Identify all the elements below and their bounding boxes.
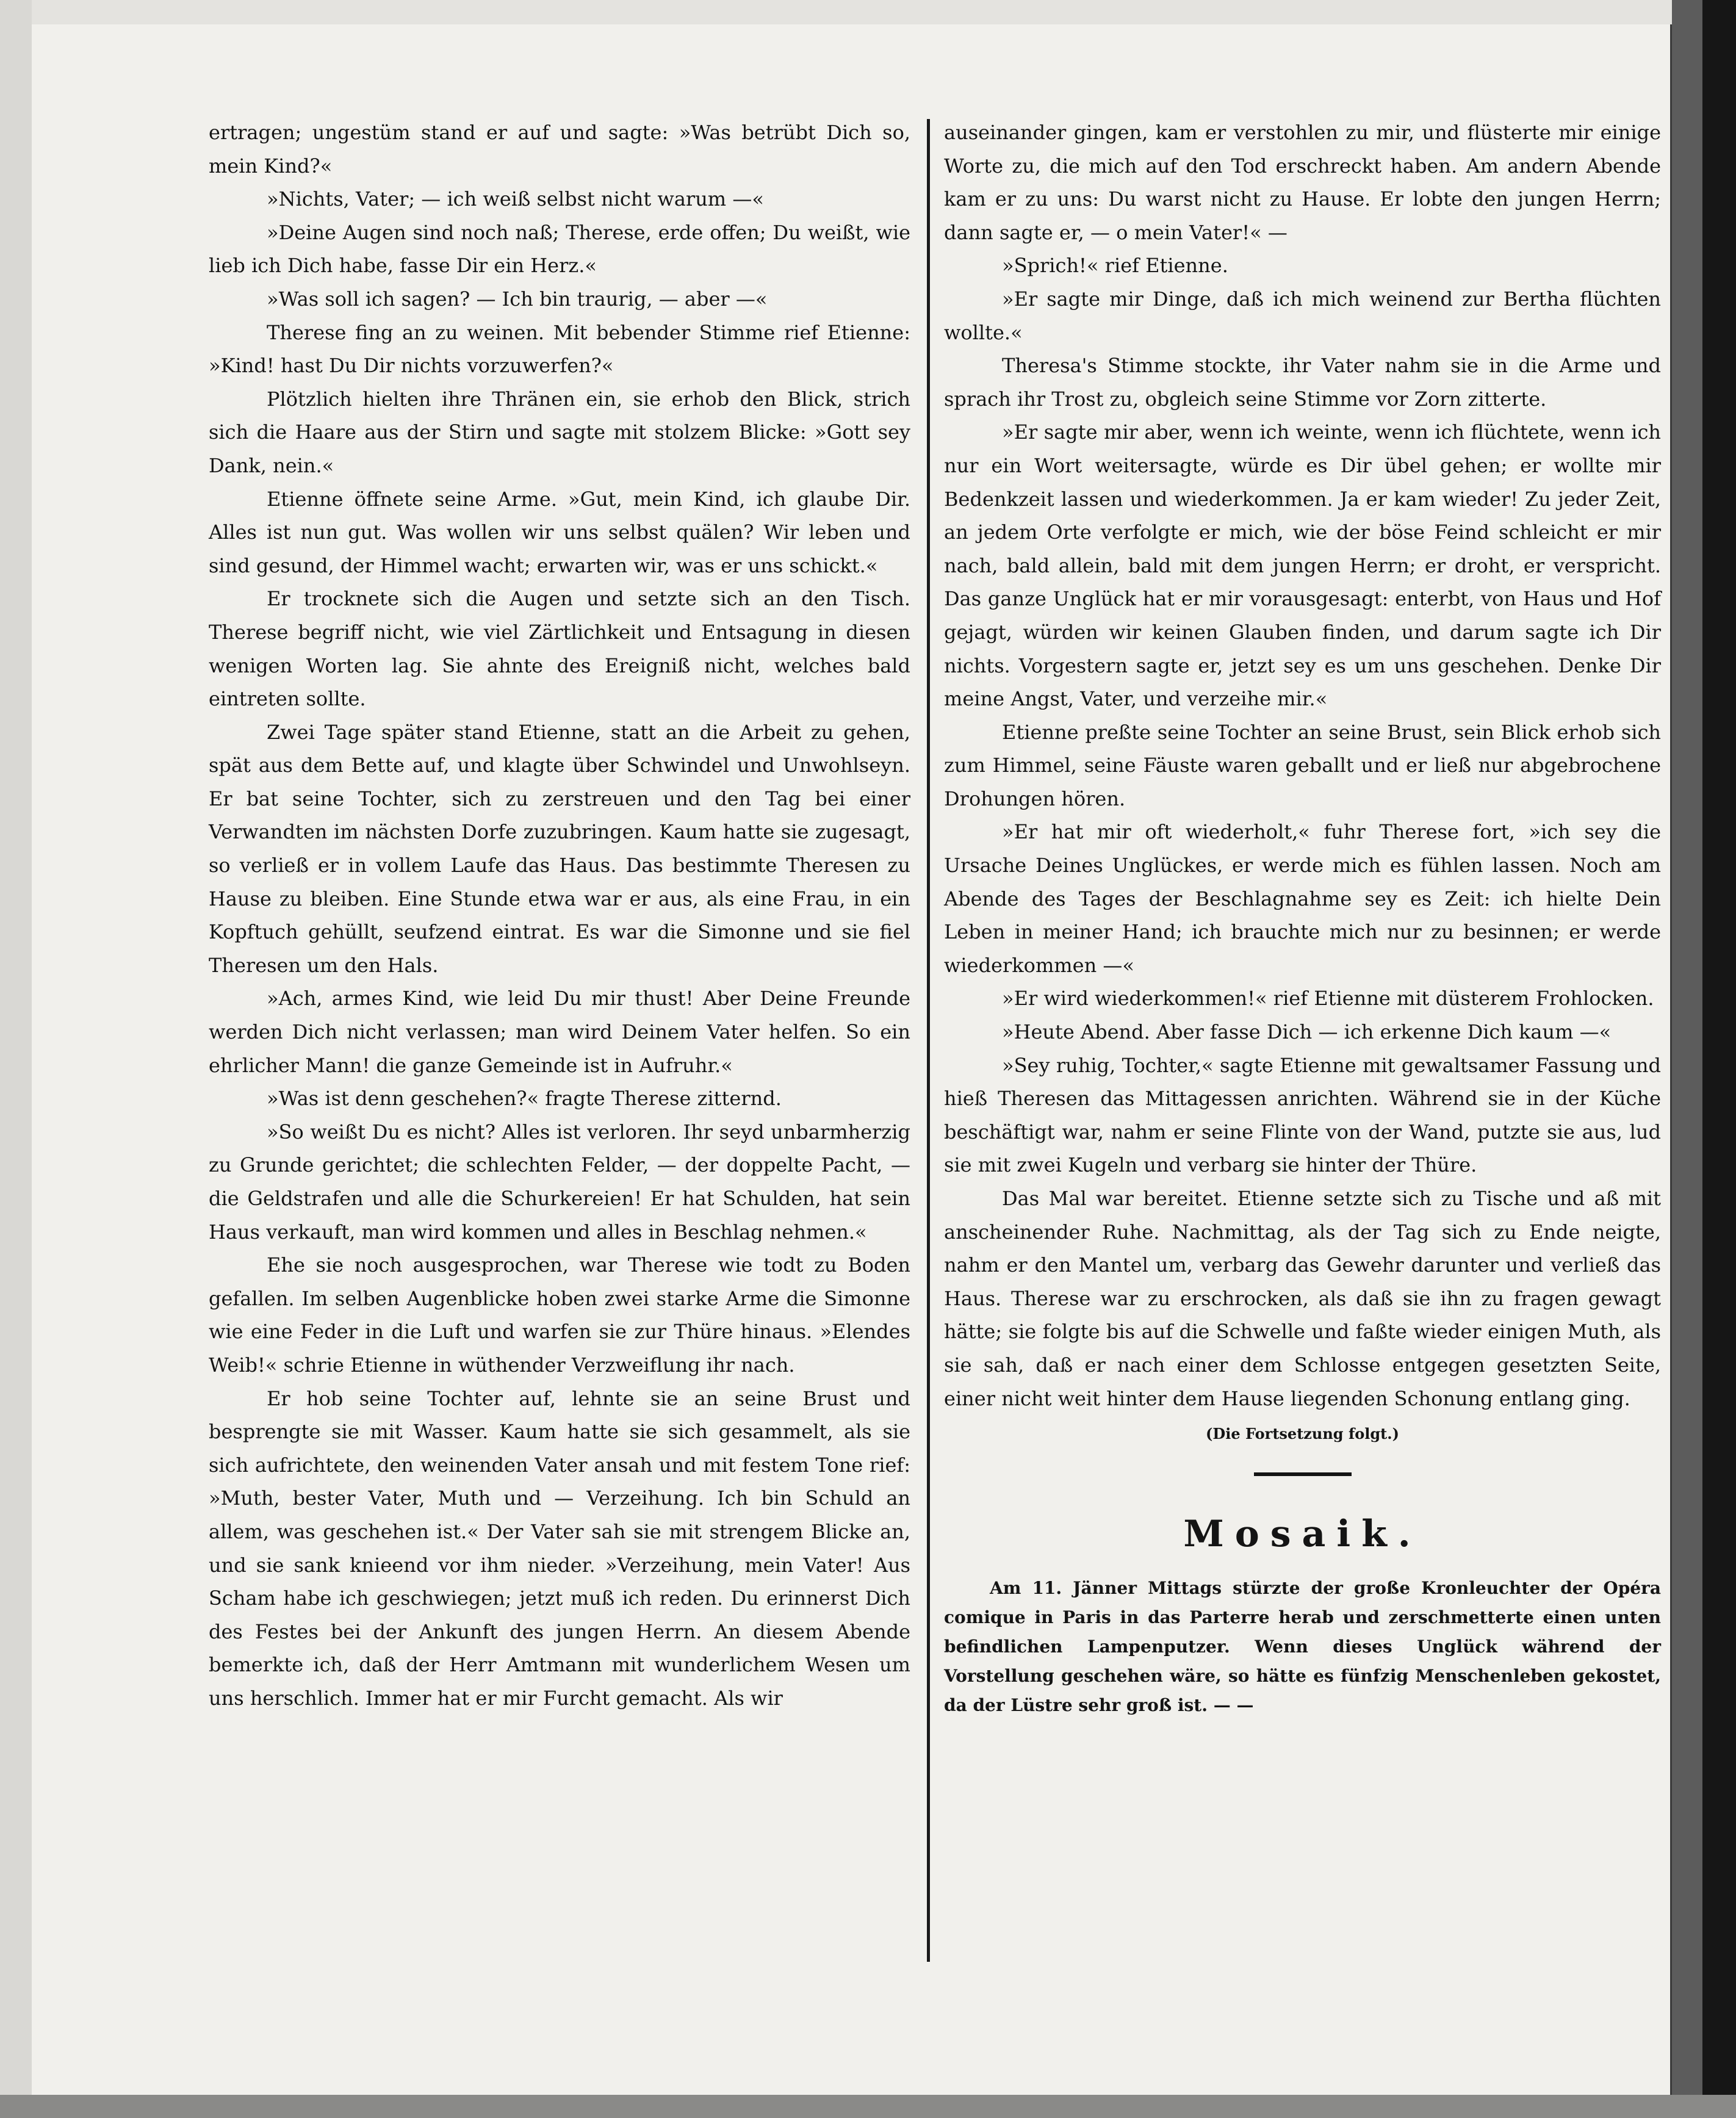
left-paragraph-6: Plötzlich hielten ihre Thränen ein, sie erhob den Blick, strich sich die Haare aus der Stirn und sagte mit stolzem Blicke: »Gott sey Dank, nein.« bbox=[209, 387, 910, 477]
right-paragraph-2: »Sprich!« rief Etienne. bbox=[1002, 254, 1228, 278]
left-paragraph-7: Etienne öffnete seine Arme. »Gut, mein Kind, ich glaube Dir. Alles ist nun gut. Was wollen wir uns selbst quälen? Wir leben und sind gesund, der Himmel wacht; erwarten wir, was er uns schickt.« bbox=[209, 487, 910, 577]
left-paragraph-12: »So weißt Du es nicht? Alles ist verloren. Ihr seyd unbarmherzig zu Grunde gerichtet; die schlechten Felder, — der doppelte Pacht, — die Geldstrafen und alle die Schurkereien! Er hat Schulden, hat sein Haus verkauft, man wird kommen und alles in Beschlag nehmen.« bbox=[209, 1120, 910, 1244]
left-paragraph-10: »Ach, armes Kind, wie leid Du mir thust! Aber Deine Freunde werden Dich nicht verlassen; man wird Deinem Vater helfen. So ein ehrlicher Mann! die ganze Gemeinde ist in Aufruhr.« bbox=[209, 987, 910, 1077]
right-paragraph-4: Theresa's Stimme stockte, ihr Vater nahm sie in die Arme und sprach ihr Trost zu, obgleich seine Stimme vor Zorn zitterte. bbox=[944, 354, 1661, 411]
newspaper-page bbox=[32, 24, 1670, 2095]
left-paragraph-1: ertragen; ungestüm stand er auf und sagte: »Was betrübt Dich so, mein Kind?« bbox=[209, 121, 910, 178]
left-paragraph-5: Therese fing an zu weinen. Mit bebender Stimme rief Etienne: »Kind! hast Du Dir nichts vorzuwerfen?« bbox=[209, 320, 910, 378]
right-paragraph-10: »Sey ruhig, Tochter,« sagte Etienne mit gewaltsamer Fassung und hieß Theresen das Mittagessen anrichten. Während sie in der Küche beschäftigt war, nahm er seine Flinte von der Wand, putzte sie aus, lud sie mit zwei Kugeln und verbarg sie hinter der Thüre. bbox=[944, 1053, 1661, 1177]
scan-border-bottom bbox=[0, 2095, 1736, 2118]
scan-border-right bbox=[1702, 0, 1736, 2118]
left-column bbox=[209, 116, 910, 1715]
section-separator bbox=[1254, 1472, 1352, 1476]
right-paragraph-11: Das Mal war bereitet. Etienne setzte sich zu Tische und aß mit anscheinender Ruhe. Nachmittag, als der Tag sich zu Ende neigte, nahm er den Mantel um, verbarg das Gewehr darunter und verließ das Haus. Therese war zu erschrocken, als daß sie ihn zu fragen gewagt hätte; sie folgte bis auf die Schwelle und faßte wieder einigen Muth, als sie sah, daß er nach einer dem Schlosse entgegen gesetzten Seite, einer nicht weit hinter dem Hause liegenden Schonung entlang ging. bbox=[944, 1187, 1661, 1410]
left-paragraph-3: »Deine Augen sind noch naß; Therese, erde offen; Du weißt, wie lieb ich Dich habe, fasse Dir ein Herz.« bbox=[209, 220, 910, 278]
left-paragraph-4: »Was soll ich sagen? — Ich bin traurig, — aber —« bbox=[267, 287, 768, 311]
right-paragraph-6: Etienne preßte seine Tochter an seine Brust, sein Blick erhob sich zum Himmel, seine Fäuste waren geballt und er ließ nur abgebrochene Drohungen hören. bbox=[944, 720, 1661, 810]
left-paragraph-14: Er hob seine Tochter auf, lehnte sie an seine Brust und besprengte sie mit Wasser. Kaum hatte sie sich gesammelt, als sie sich aufrichtete, den weinenden Vater ansah und mit festem Tone rief: »Muth, bester Vater, Muth und — Verzeihung. Ich bin Schuld an allem, was geschehen ist.« Der Vater sah sie mit strengem Blicke an, und sie sank knieend vor ihm nieder. »Verzeihung, mein Vater! Aus Scham habe ich geschwiegen; jetzt muß ich reden. Du erinnerst Dich des Festes bei der Ankunft des jungen Herrn. An diesem Abende bemerkte ich, daß der Herr Amtmann mit wunderlichem Wesen um uns herschlich. Immer hat er mir Furcht gemacht. Als wir bbox=[209, 1386, 910, 1710]
right-paragraph-5: »Er sagte mir aber, wenn ich weinte, wenn ich flüchtete, wenn ich nur ein Wort weitersagte, würde es Dir übel gehen; er wollte mir Bedenkzeit lassen und wiederkommen. Ja er kam wieder! Zu jeder Zeit, an jedem Orte verfolgte er mich, wie der böse Feind schleicht er mir nach, bald allein, bald mit dem jungen Herrn; er droht, er verspricht. Das ganze Unglück hat er mir vorausgesagt: enterbt, von Haus und Hof gejagt, würden wir keinen Glauben finden, und darum sagte ich Dir nichts. Vorgestern sagte er, jetzt sey es um uns geschehen. Denke Dir meine Angst, Vater, und verzeihe mir.« bbox=[944, 420, 1661, 711]
left-paragraph-11: »Was ist denn geschehen?« fragte Therese zitternd. bbox=[267, 1087, 782, 1111]
left-paragraph-9: Zwei Tage später stand Etienne, statt an die Arbeit zu gehen, spät aus dem Bette auf, und klagte über Schwindel und Unwohlseyn. Er bat seine Tochter, sich zu zerstreuen und den Tag bei einer Verwandten im nächsten Dorfe zuzubringen. Kaum hatte sie zugesagt, so verließ er in vollem Laufe das Haus. Das bestimmte Theresen zu Hause zu bleiben. Eine Stunde etwa war er aus, als eine Frau, in ein Kopftuch gehüllt, seufzend eintrat. Es war die Simonne und sie fiel Theresen um den Hals. bbox=[209, 720, 910, 977]
right-paragraph-9: »Heute Abend. Aber fasse Dich — ich erkenne Dich kaum —« bbox=[1002, 1020, 1612, 1044]
column-divider bbox=[927, 119, 930, 1962]
left-paragraph-13: Ehe sie noch ausgesprochen, war Therese wie todt zu Boden gefallen. Im selben Augenblicke hoben zwei starke Arme die Simonne wie eine Feder in die Luft und warfen sie zur Thüre hinaus. »Elendes Weib!« schrie Etienne in wüthender Verzweiflung ihr nach. bbox=[209, 1253, 910, 1377]
scan-border-left bbox=[0, 0, 32, 2118]
left-paragraph-8: Er trocknete sich die Augen und setzte sich an den Tisch. Therese begriff nicht, wie viel Zärtlichkeit und Entsagung in diesen wenigen Worten lag. Sie ahnte des Ereigniß nicht, welches bald eintreten sollte. bbox=[209, 587, 910, 711]
mosaik-heading: Mosaik. bbox=[1183, 1513, 1422, 1556]
scan-border-right-inner bbox=[1672, 0, 1702, 2118]
right-paragraph-8: »Er wird wiederkommen!« rief Etienne mit düsterem Frohlocken. bbox=[1002, 987, 1654, 1010]
scan-border-top bbox=[0, 0, 1736, 24]
right-paragraph-7: »Er hat mir oft wiederholt,« fuhr Therese fort, »ich sey die Ursache Deines Unglückes, er werde mich es fühlen lassen. Noch am Abende des Tages der Beschlagnahme sey es Zeit: ich hielte Dein Leben in meiner Hand; ich brauchte mich nur zu besinnen; er werde wiederkommen —« bbox=[944, 820, 1661, 977]
right-paragraph-3: »Er sagte mir Dinge, daß ich mich weinend zur Bertha flüchten wollte.« bbox=[944, 287, 1661, 344]
right-column bbox=[944, 116, 1661, 1720]
continuation-note: (Die Fortsetzung folgt.) bbox=[1206, 1425, 1399, 1443]
left-paragraph-2: »Nichts, Vater; — ich weiß selbst nicht warum —« bbox=[267, 187, 764, 211]
right-paragraph-1: auseinander gingen, kam er verstohlen zu mir, und flüsterte mir einige Worte zu, die mich auf den Tod erschreckt haben. Am andern Abende kam er zu uns: Du warst nicht zu Hause. Er lobte den jungen Herrn; dann sagte er, — o mein Vater!« — bbox=[944, 121, 1661, 244]
mosaik-paragraph: Am 11. Jänner Mittags stürzte der große Kronleuchter der Opéra comique in Paris in das Parterre herab und zerschmetterte einen unten befindlichen Lampenputzer. Wenn dieses Unglück während der Vorstellung geschehen wäre, so hätte es fünfzig Menschenleben gekostet, da der Lüstre sehr groß ist. — — bbox=[944, 1578, 1661, 1716]
